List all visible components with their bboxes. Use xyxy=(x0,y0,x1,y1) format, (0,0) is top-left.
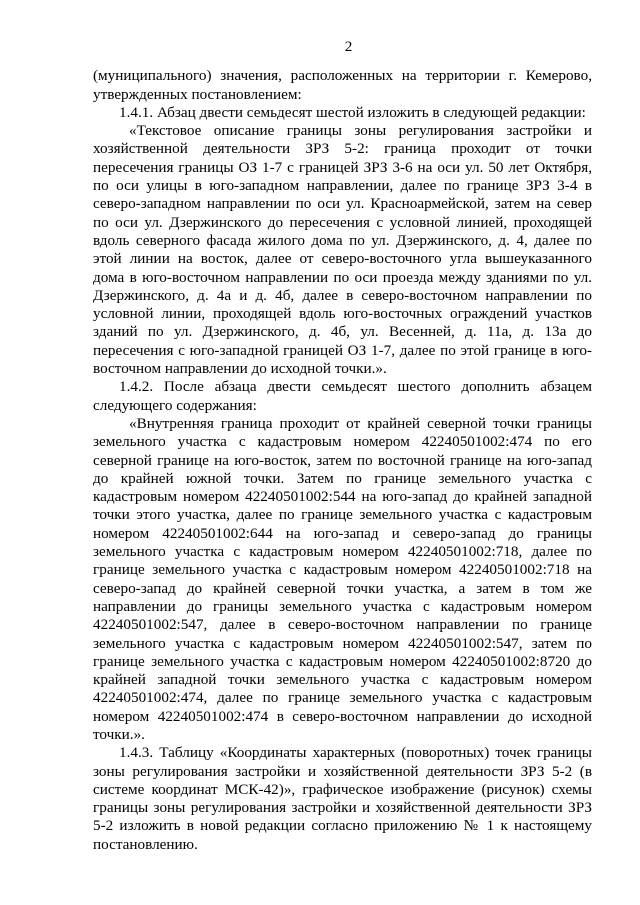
paragraph-item-1-4-2: 1.4.2. После абзаца двести семьдесят шестого дополнить абзацем следующего содержания: xyxy=(93,378,592,414)
paragraph-quote-inner-boundary: «Внутренняя граница проходит от крайней северной точки границы земельного участка с кадастровым номером 42240501002:474 по его северной границе на юго-восток, затем по восточной границе на юго-запад до крайней южной точки. Затем по границе земельного участка с кадастровым номером 42240501002:544 на юго-запад до крайней западной точки этого участка, далее по границе земельного участка с кадастровым номером 42240501002:644 на юго-запад и северо-запад до границы земельного участка с кадастровым номером 42240501002:718, далее по границе земельного участка с кадастровым номером 42240501002:718 на северо-запад до крайней северной точки участка, а затем в том же направлении до границы земельного участка с кадастровым номером 42240501002:547, далее в северо-восточном направлении по границе земельного участка с кадастровым номером 42240501002:547, затем по границе земельного участка с кадастровым номером 42240501002:8720 до крайней западной точки земельного участка с кадастровым номером 42240501002:474, далее по границе земельного участка с кадастровым номером 42240501002:474 в северо-восточном направлении до исходной точки.». xyxy=(93,414,592,743)
paragraph-quote-zrz-5-2-description: «Текстовое описание границы зоны регулирования застройки и хозяйственной деятельности ЗРЗ 5-2: граница проходит от точки пересечения границы ОЗ 1-7 с границей ЗРЗ 3-6 на оси ул. 50 лет Октября, по оси улицы в юго-западном направлении, далее по границе ЗРЗ 3-4 в северо-западном направлении по оси ул. Красноармейской, затем на север по оси ул. Дзержинского до пересечения с условной линией, проходящей вдоль северного фасада жилого дома по ул. Дзержинского, д. 4, далее по этой линии на восток, далее от северо-восточного угла вышеуказанного дома в юго-восточном направлении по оси проезда между зданиями по ул. Дзержинского, д. 4а и д. 4б, далее в северо-восточном направлении по условной линии, проходящей вдоль юго-восточных ограждений участков зданий по ул. Дзержинского, д. 4б, ул. Весенней, д. 11а, д. 13а до пересечения с юго-западной границей ОЗ 1-7, далее по этой границе в юго-восточном направлении до исходной точки.». xyxy=(93,122,592,378)
paragraph-continuation: (муниципального) значения, расположенных на территории г. Кемерово, утвержденных постановлением: xyxy=(93,67,592,103)
page-number: 2 xyxy=(344,38,353,55)
paragraph-item-1-4-1: 1.4.1. Абзац двести семьдесят шестой изложить в следующей редакции: xyxy=(119,103,586,121)
document-body xyxy=(93,67,592,854)
paragraph-item-1-4-3: 1.4.3. Таблицу «Координаты характерных (поворотных) точек границы зоны регулирования застройки и хозяйственной деятельности ЗРЗ 5-2 (в системе координат МСК-42)», графическое изображение (рисунок) схемы границы зоны регулирования застройки и хозяйственной деятельности ЗРЗ 5-2 изложить в новой редакции согласно приложению № 1 к настоящему постановлению. xyxy=(93,744,592,853)
